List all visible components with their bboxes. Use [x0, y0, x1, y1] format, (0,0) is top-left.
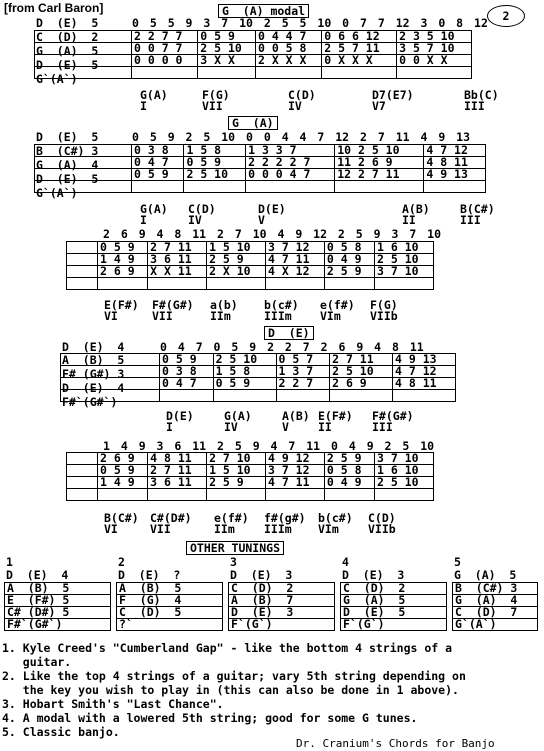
table-cell: 2 5 10 — [375, 477, 434, 489]
chord-numeral: VII — [202, 99, 223, 113]
table-cell: 11 2 6 9 — [335, 157, 424, 169]
table-cell: G (A) 5 — [341, 595, 447, 607]
table-cell: 2 6 9 — [330, 378, 393, 390]
table-cell: C (D) 2 — [229, 583, 335, 595]
table-cell: 2 5 10 — [375, 254, 434, 266]
tuning-row: D (E) 5 — [36, 58, 99, 72]
table-cell: 2 X 10 — [207, 266, 266, 278]
table-row — [61, 378, 456, 390]
table-cell: B (C#) 3 — [453, 583, 538, 595]
table-cell: 2 7 11 — [148, 242, 207, 254]
table-cell: 2 6 9 — [98, 266, 148, 278]
chord-numeral: VII — [150, 522, 171, 536]
tuning-row: D (E) 4 — [62, 381, 125, 395]
chord-numeral: II — [318, 420, 332, 434]
table-cell: 1 5 10 — [207, 242, 266, 254]
note-line: 2. Like the top 4 strings of a guitar; vary 5th string depending on — [2, 669, 466, 683]
chord-name: C#(D#) — [150, 511, 192, 525]
table-cell: 1 6 10 — [375, 465, 434, 477]
tuning-row: G (A) 5 — [36, 44, 99, 58]
table-cell: 0 0 X X — [397, 55, 472, 67]
table-cell: 2 6 9 — [98, 453, 148, 465]
chord-name: F(G) — [202, 88, 230, 102]
chord-name: A(B) — [282, 409, 310, 423]
chord-numeral: I — [140, 213, 147, 227]
table-cell: 4 8 11 — [148, 453, 207, 465]
table-cell: 2 7 11 — [148, 465, 207, 477]
table-cell: 2 X X X — [255, 55, 321, 67]
chord-name: a(b) — [210, 298, 238, 312]
table-cell: 0 5 7 — [276, 354, 330, 366]
tuning-row: G`(A`) — [36, 186, 78, 200]
table-row — [35, 55, 472, 67]
chord-name: G(A) — [140, 88, 168, 102]
table-cell: F (G) 4 — [117, 595, 223, 607]
section2-chord-table — [34, 144, 486, 193]
section4-title: D (E) — [264, 326, 314, 340]
chord-name: F(G) — [370, 298, 398, 312]
tuning-row: D (E) 4 — [62, 340, 125, 354]
table-cell: 0 5 9 — [213, 378, 276, 390]
table-cell: 1 6 10 — [375, 242, 434, 254]
table-cell: A (B) 5 — [5, 583, 111, 595]
table-cell: D (E) 3 — [229, 607, 335, 619]
table-cell: 0 6 6 12 — [322, 31, 397, 43]
note-line: 3. Hobart Smith's "Last Chance". — [2, 697, 224, 711]
chord-name: C(D) — [188, 202, 216, 216]
table-cell: 4 9 13 — [393, 354, 456, 366]
section2-fret-header: 0 5 9 2 5 10 0 0 4 4 7 12 2 7 11 4 9 13 — [132, 130, 471, 144]
chord-numeral: V — [258, 213, 265, 227]
table-cell: A (B) 7 — [229, 595, 335, 607]
table-cell: 2 5 10 — [330, 366, 393, 378]
table-cell: 4 X 12 — [265, 266, 324, 278]
footer-credit: Dr. Cranium's Chords for Banjo — [296, 737, 495, 750]
table-cell: 0 0 0 0 — [132, 55, 198, 67]
tuning-row: G (A) 4 — [36, 158, 99, 172]
chord-name: F#(G#) — [372, 409, 414, 423]
chord-name: G(A) — [140, 202, 168, 216]
chord-numeral: III — [460, 213, 481, 227]
table-cell: 4 9 13 — [424, 169, 486, 181]
chord-numeral: II — [402, 213, 416, 227]
section4-fret-header: 0 4 7 0 5 9 2 2 7 2 6 9 4 8 11 — [160, 340, 424, 354]
chord-numeral: VIm — [318, 522, 339, 536]
table-cell: 0 3 8 — [160, 366, 214, 378]
table-cell: 0 5 8 — [324, 242, 374, 254]
table-cell: 2 3 5 10 — [397, 31, 472, 43]
table-cell: 3 6 11 — [148, 254, 207, 266]
section5-fret-header: 1 4 9 3 6 11 2 5 9 4 7 11 0 4 9 2 5 10 — [103, 439, 435, 453]
chord-name: e(f#) — [320, 298, 355, 312]
table-cell: 2 5 7 11 — [322, 43, 397, 55]
table-cell: 2 5 9 — [324, 453, 374, 465]
tuning-first-string: D (E) 4 — [6, 568, 69, 582]
chord-numeral: VIm — [320, 309, 341, 323]
table-cell: 1 5 10 — [207, 465, 266, 477]
section2-title: G (A) — [228, 116, 278, 130]
table-cell: 4 7 11 — [265, 254, 324, 266]
table-cell: G (A) 4 — [453, 595, 538, 607]
table-cell: 0 3 8 — [132, 145, 184, 157]
table-cell: 2 2 2 2 7 — [246, 157, 335, 169]
table-cell: 3 7 12 — [265, 242, 324, 254]
tuning-table-2 — [116, 582, 223, 631]
table-cell: 3 7 12 — [265, 465, 324, 477]
chord-name: A(B) — [402, 202, 430, 216]
chord-name: Bb(C) — [464, 88, 499, 102]
tuning-row: B (C#) 3 — [36, 144, 99, 158]
table-cell: 2 2 7 7 — [132, 31, 198, 43]
table-cell: 10 2 5 10 — [335, 145, 424, 157]
table-row — [35, 67, 472, 79]
tuning-row: C (D) 2 — [36, 30, 99, 44]
chord-name: D(E) — [166, 409, 194, 423]
tuning-table-3 — [228, 582, 335, 631]
table-row — [453, 619, 538, 631]
table-cell: 0 5 9 — [98, 242, 148, 254]
note-line: 4. A modal with a lowered 5th string; good for some G tunes. — [2, 711, 418, 725]
chord-name: D(E) — [258, 202, 286, 216]
tuning-first-string: G (A) 5 — [454, 568, 517, 582]
chord-numeral: IV — [288, 99, 302, 113]
table-cell: D (E) 5 — [341, 607, 447, 619]
chord-name: F#(G#) — [152, 298, 194, 312]
table-cell: 3 7 10 — [375, 266, 434, 278]
table-cell: 0 5 8 — [324, 465, 374, 477]
table-row — [117, 619, 223, 631]
chord-name: C(D) — [288, 88, 316, 102]
table-cell: 3 X X — [198, 55, 256, 67]
table-cell: 2 5 10 — [213, 354, 276, 366]
table-cell: 0 X X X — [322, 55, 397, 67]
table-cell: 2 2 7 — [276, 378, 330, 390]
chord-numeral: V7 — [372, 99, 386, 113]
chord-numeral: IIm — [214, 522, 235, 536]
table-cell: 1 3 3 7 — [246, 145, 335, 157]
table-cell: 12 2 7 11 — [335, 169, 424, 181]
chord-name: e(f#) — [214, 511, 249, 525]
table-row — [67, 266, 434, 278]
table-cell: ?` — [117, 619, 223, 631]
chord-numeral: IIIm — [264, 522, 292, 536]
table-cell: 0 0 0 4 7 — [246, 169, 335, 181]
table-cell: F`(G`) — [229, 619, 335, 631]
section1-chord-table — [34, 30, 472, 79]
tuning-number: 2 — [118, 555, 125, 569]
chord-name: B(C#) — [104, 511, 139, 525]
tuning-table-4 — [340, 582, 447, 631]
table-cell: 3 7 10 — [375, 453, 434, 465]
table-cell: 4 8 11 — [424, 157, 486, 169]
table-cell: 0 5 9 — [184, 157, 246, 169]
table-cell: 2 5 9 — [207, 254, 266, 266]
table-cell: X X 11 — [148, 266, 207, 278]
table-cell: F`(G`) — [341, 619, 447, 631]
tuning-number: 3 — [230, 555, 237, 569]
tuning-number: 5 — [454, 555, 461, 569]
tuning-table-5 — [452, 582, 538, 631]
section1-title: G (A) modal — [218, 4, 309, 18]
chord-numeral: VIIb — [370, 309, 398, 323]
table-cell: A (B) 5 — [117, 583, 223, 595]
tuning-row: A (B) 5 — [62, 353, 125, 367]
table-cell: 0 0 7 7 — [132, 43, 198, 55]
chord-numeral: IV — [224, 420, 238, 434]
tuning-row: G`(A`) — [36, 72, 78, 86]
table-cell: 2 5 9 — [324, 266, 374, 278]
table-row — [61, 390, 456, 402]
tuning-first-string: D (E) 3 — [342, 568, 405, 582]
table-cell: 0 0 5 8 — [255, 43, 321, 55]
section4-chord-table — [60, 353, 456, 402]
chord-name: f#(g#) — [264, 511, 306, 525]
table-cell: 2 7 10 — [207, 453, 266, 465]
table-cell: 4 8 11 — [393, 378, 456, 390]
chord-numeral: VI — [104, 522, 118, 536]
table-cell: 1 5 8 — [184, 145, 246, 157]
table-row — [67, 489, 434, 501]
table-cell: C (D) 5 — [117, 607, 223, 619]
chord-numeral: IIm — [210, 309, 231, 323]
note-line: 1. Kyle Creed's "Cumberland Gap" - like the bottom 4 strings of a — [2, 641, 453, 655]
table-cell: 2 5 10 — [184, 169, 246, 181]
chord-name: b(c#) — [264, 298, 299, 312]
table-cell: 0 5 9 — [198, 31, 256, 43]
chord-numeral: VII — [152, 309, 173, 323]
table-cell: 4 7 12 — [393, 366, 456, 378]
tuning-first-string: D (E) 3 — [230, 568, 293, 582]
table-cell: F#`(G#`) — [5, 619, 111, 631]
table-cell: 3 6 11 — [148, 477, 207, 489]
table-cell: 0 5 9 — [132, 169, 184, 181]
table-row — [5, 619, 111, 631]
table-row — [35, 181, 486, 193]
table-cell: 0 4 9 — [324, 477, 374, 489]
table-cell: 0 5 9 — [160, 354, 214, 366]
table-cell: G`(A`) — [453, 619, 538, 631]
table-cell: 4 7 11 — [265, 477, 324, 489]
table-row — [67, 278, 434, 290]
tuning-number: 4 — [342, 555, 349, 569]
table-row — [67, 477, 434, 489]
table-cell: 2 7 11 — [330, 354, 393, 366]
chord-numeral: V — [282, 420, 289, 434]
tuning-row: D (E) 5 — [36, 130, 99, 144]
section3-fret-header: 2 6 9 4 8 11 2 7 10 4 9 12 2 5 9 3 7 10 — [103, 227, 442, 241]
table-cell: 4 9 12 — [265, 453, 324, 465]
table-cell: 0 4 4 7 — [255, 31, 321, 43]
table-row — [229, 619, 335, 631]
note-line: 5. Classic banjo. — [2, 725, 120, 739]
section3-chord-table — [66, 241, 434, 290]
chord-numeral: VI — [104, 309, 118, 323]
chord-numeral: I — [140, 99, 147, 113]
table-cell: C# (D#) 5 — [5, 607, 111, 619]
page-number: 2 — [502, 9, 510, 23]
tuning-row: F# (G#) 3 — [62, 367, 125, 381]
chord-numeral: III — [464, 99, 485, 113]
tuning-row: F#`(G#`) — [62, 395, 118, 409]
table-cell: 0 4 7 — [132, 157, 184, 169]
chord-name: b(c#) — [318, 511, 353, 525]
table-cell: E (F#) 5 — [5, 595, 111, 607]
table-cell: C (D) 2 — [341, 583, 447, 595]
tuning-row: D (E) 5 — [36, 172, 99, 186]
tuning-row: D (E) 5 — [36, 16, 99, 30]
table-cell: C (D) 7 — [453, 607, 538, 619]
table-cell: 4 7 12 — [424, 145, 486, 157]
chord-numeral: VIIb — [368, 522, 396, 536]
table-cell: 3 5 7 10 — [397, 43, 472, 55]
page-number-badge — [487, 5, 525, 27]
other-tunings-title: OTHER TUNINGS — [186, 541, 284, 555]
source-credit: [from Carl Baron] — [4, 1, 104, 15]
tuning-table-1 — [4, 582, 111, 631]
chord-name: B(C#) — [460, 202, 495, 216]
chord-name: G(A) — [224, 409, 252, 423]
note-line: guitar. — [2, 655, 72, 669]
table-cell: 1 4 9 — [98, 254, 148, 266]
table-cell: 2 5 9 — [207, 477, 266, 489]
chord-numeral: IV — [188, 213, 202, 227]
chord-name: D7(E7) — [372, 88, 414, 102]
table-cell: 1 4 9 — [98, 477, 148, 489]
tuning-first-string: D (E) ? — [118, 568, 181, 582]
table-cell: 0 5 9 — [98, 465, 148, 477]
chord-numeral: III — [372, 420, 393, 434]
table-cell: 1 3 7 — [276, 366, 330, 378]
table-cell: 1 5 8 — [213, 366, 276, 378]
chord-name: E(F#) — [318, 409, 353, 423]
chord-numeral: I — [166, 420, 173, 434]
section1-fret-header: 0 5 5 9 3 7 10 2 5 5 10 0 7 7 12 3 0 8 12 — [132, 16, 488, 30]
table-cell: 0 4 9 — [324, 254, 374, 266]
table-row — [341, 619, 447, 631]
note-line: the key you wish to play in (this can also be done in 1 above). — [2, 683, 459, 697]
table-cell: 2 5 10 — [198, 43, 256, 55]
chord-name: E(F#) — [104, 298, 139, 312]
tuning-number: 1 — [6, 555, 13, 569]
table-row — [35, 169, 486, 181]
table-cell: 0 4 7 — [160, 378, 214, 390]
chord-name: C(D) — [368, 511, 396, 525]
section5-chord-table — [66, 452, 434, 501]
chord-numeral: IIIm — [264, 309, 292, 323]
